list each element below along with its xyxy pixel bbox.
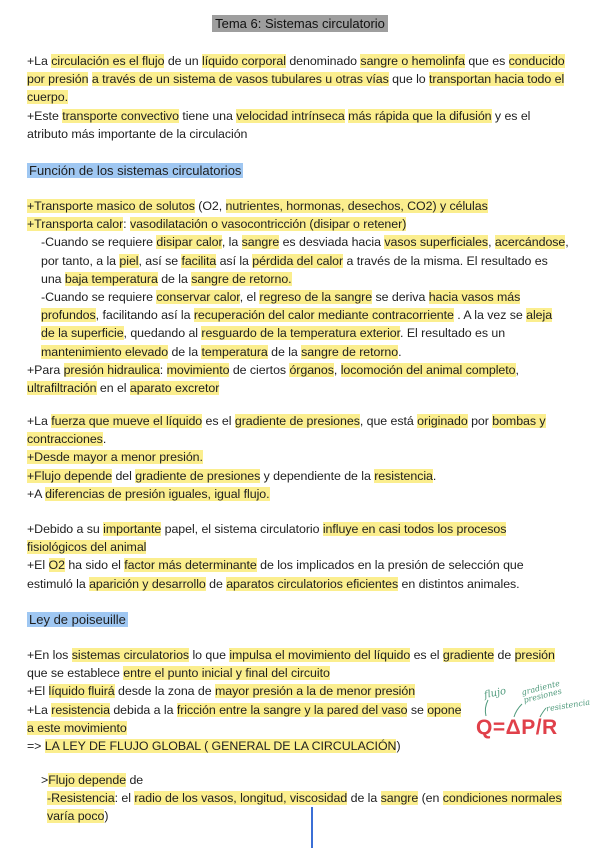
text-run: y dependiente de la bbox=[260, 468, 375, 483]
highlighted-text: transporte convectivo bbox=[62, 108, 179, 123]
text-line bbox=[27, 233, 569, 288]
text-run: > bbox=[41, 773, 49, 787]
highlighted-text: regreso de la sangre bbox=[259, 290, 373, 305]
importance-paragraph bbox=[27, 520, 569, 593]
highlighted-text: a través de un sistema de vasos tubulares u otras vías bbox=[91, 72, 389, 87]
text-line bbox=[27, 107, 569, 143]
highlighted-text: -Resistencia bbox=[47, 791, 115, 806]
text-run: +En los bbox=[27, 648, 72, 662]
text-run: que lo bbox=[388, 72, 430, 87]
highlighted-text: sangre bbox=[241, 235, 280, 250]
highlighted-text: aparición y desarrollo bbox=[89, 576, 206, 591]
text-line bbox=[27, 412, 569, 448]
text-run: y es el atributo más importante de la circulación bbox=[27, 108, 531, 141]
highlighted-text: resistencia bbox=[374, 468, 433, 483]
text-run: +La bbox=[27, 414, 52, 428]
highlighted-text: factor más determinante bbox=[124, 558, 257, 573]
text-run: , así se bbox=[138, 253, 182, 268]
text-run: debida a la bbox=[109, 702, 177, 717]
highlighted-text: pérdida del calor bbox=[252, 253, 344, 268]
highlighted-text: radio de los vasos, longitud, viscosidad bbox=[134, 791, 348, 806]
text-line bbox=[27, 288, 569, 361]
text-run: de los implicados en la presión de selección que estimuló la bbox=[27, 558, 524, 591]
section-heading-funcion: Función de los sistemas circulatorios bbox=[29, 163, 242, 178]
text-run: de bbox=[126, 773, 144, 787]
handwritten-flujo: flujo bbox=[483, 685, 508, 702]
highlighted-text: +Transporta calor bbox=[27, 217, 124, 232]
flow-paragraph bbox=[27, 771, 569, 826]
text-run: del bbox=[112, 468, 136, 483]
text-run: ) bbox=[396, 739, 401, 754]
text-run: de un bbox=[164, 54, 202, 68]
highlighted-text: Flujo depende bbox=[48, 773, 127, 787]
highlighted-text: disipar calor bbox=[156, 235, 222, 250]
highlighted-text: sangre o hemolinfa bbox=[360, 54, 465, 68]
text-run: +El bbox=[27, 558, 49, 573]
text-run: , el bbox=[239, 290, 260, 305]
text-line bbox=[27, 646, 569, 682]
text-line bbox=[27, 52, 569, 107]
text-run: -Cuando se requiere bbox=[41, 290, 157, 305]
page-title: Tema 6: Sistemas circulatorio bbox=[0, 15, 600, 33]
highlighted-text: recuperación del calor mediante contracorriente bbox=[193, 308, 454, 323]
text-run: es desviada hacia bbox=[279, 235, 385, 250]
highlighted-text: +Transporte masico de solutos bbox=[27, 199, 195, 213]
text-line bbox=[27, 448, 569, 466]
text-line bbox=[27, 701, 467, 737]
highlighted-text: nutrientes, hormonas, desechos, CO2) y células bbox=[225, 199, 488, 213]
intro-paragraph bbox=[27, 52, 569, 143]
text-run: que se establece bbox=[27, 666, 124, 681]
text-run: => bbox=[27, 739, 45, 754]
highlighted-text: presión hidraulica bbox=[63, 362, 160, 377]
highlighted-text: órganos bbox=[289, 362, 334, 377]
text-run: denominado bbox=[285, 54, 361, 68]
highlighted-text: gradiente de presiones bbox=[234, 414, 360, 428]
text-run: : bbox=[123, 217, 130, 232]
text-line bbox=[27, 556, 569, 592]
highlighted-text: presión bbox=[514, 648, 555, 662]
highlighted-text: facilita bbox=[181, 253, 217, 268]
highlighted-text: conservar calor bbox=[156, 290, 240, 305]
section-heading-ley: Ley de poiseuille bbox=[29, 612, 126, 627]
text-run: . El resultado es un bbox=[400, 326, 506, 341]
text-run: ) bbox=[104, 809, 109, 824]
text-run: por bbox=[467, 414, 493, 428]
text-run: . bbox=[398, 344, 402, 359]
highlighted-text: fuerza que mueve el líquido bbox=[51, 414, 203, 428]
highlighted-text: ultrafiltración bbox=[27, 381, 97, 396]
text-line bbox=[27, 467, 569, 485]
highlighted-text: impulsa el movimiento del líquido bbox=[229, 648, 411, 662]
highlighted-text: más rápida que la difusión bbox=[348, 108, 492, 123]
text-run: de bbox=[205, 576, 227, 591]
highlighted-text: aleja de la superficie bbox=[41, 308, 553, 341]
text-run: : el bbox=[114, 791, 135, 806]
text-run: . A la vez se bbox=[453, 308, 527, 323]
text-run: es el bbox=[202, 414, 235, 428]
highlighted-text: sangre de retorno bbox=[301, 344, 399, 359]
pen-stroke bbox=[311, 807, 313, 848]
text-line bbox=[27, 520, 569, 556]
highlighted-text: sangre bbox=[380, 791, 419, 806]
text-run: que es bbox=[464, 54, 509, 68]
text-run: . bbox=[102, 432, 107, 447]
pressure-paragraph bbox=[27, 412, 569, 503]
highlighted-text: mantenimiento elevado bbox=[41, 344, 169, 359]
highlighted-text: conducido por presión bbox=[27, 54, 565, 87]
text-run: : bbox=[159, 362, 167, 377]
highlighted-text: opone a este movimiento bbox=[27, 702, 462, 735]
highlighted-text: +Desde mayor a menor presión. bbox=[27, 450, 203, 465]
highlighted-text: líquido fluirá bbox=[48, 684, 115, 699]
text-run: tiene una bbox=[178, 108, 237, 123]
text-run: , que está bbox=[359, 414, 418, 428]
text-run: se deriva bbox=[372, 290, 429, 305]
text-run: +A bbox=[27, 486, 46, 501]
highlighted-text: importante bbox=[103, 522, 162, 536]
text-run: +Para bbox=[27, 362, 64, 377]
text-run: papel, el sistema circulatorio bbox=[161, 522, 323, 536]
highlighted-text: O2 bbox=[48, 558, 65, 573]
highlighted-text: vasodilatación o vasocontricción (disipar o retener) bbox=[129, 217, 407, 232]
highlighted-text: originado bbox=[417, 414, 468, 428]
highlighted-text: piel bbox=[119, 253, 139, 268]
text-run: , por tanto, a la bbox=[41, 235, 569, 268]
highlighted-text: baja temperatura bbox=[64, 271, 158, 286]
text-run: , facilitando así la bbox=[95, 308, 194, 323]
highlighted-text: resistencia bbox=[51, 702, 110, 717]
text-run: en el bbox=[96, 381, 130, 396]
highlighted-text: sistemas circulatorios bbox=[71, 648, 190, 662]
text-run: , bbox=[333, 362, 341, 377]
text-run: de ciertos bbox=[229, 362, 290, 377]
handwritten-resistencia: resistencia bbox=[545, 697, 591, 714]
text-run: (en bbox=[418, 791, 443, 806]
text-run: de la bbox=[267, 344, 302, 359]
text-run: así la bbox=[216, 253, 253, 268]
highlighted-text: locomoción del animal completo bbox=[340, 362, 516, 377]
text-run: , la bbox=[221, 235, 242, 250]
highlighted-text: bombas y contracciones bbox=[27, 414, 546, 447]
text-run: , bbox=[515, 362, 519, 377]
highlighted-text: +Flujo depende bbox=[27, 468, 113, 483]
highlighted-text: aparatos circulatorios eficientes bbox=[226, 576, 399, 591]
highlighted-text: acercándose bbox=[494, 235, 566, 250]
highlighted-text: hacia vasos más profundos bbox=[41, 290, 521, 323]
highlighted-text: resguardo de la temperatura exterior bbox=[201, 326, 401, 341]
text-run: se bbox=[407, 702, 428, 717]
highlighted-text: condiciones normales varía poco bbox=[47, 791, 562, 824]
arrow-flujo bbox=[485, 700, 488, 716]
highlighted-text: velocidad intrínseca bbox=[236, 108, 345, 123]
highlighted-text: gradiente de presiones bbox=[135, 468, 261, 483]
highlighted-text: LA LEY DE FLUJO GLOBAL ( GENERAL DE LA CIRCULACIÓN bbox=[44, 739, 397, 754]
text-run: desde la zona de bbox=[114, 684, 215, 699]
highlighted-text: vasos superficiales bbox=[384, 235, 489, 250]
text-run: de bbox=[494, 648, 515, 662]
text-run: +Este bbox=[27, 108, 63, 123]
text-run: de la bbox=[157, 271, 192, 286]
text-line bbox=[27, 771, 569, 789]
highlighted-text: entre el punto inicial y final del circuito bbox=[123, 666, 330, 681]
text-run: a través de la misma. El resultado es una bbox=[41, 253, 548, 286]
text-run: es el bbox=[410, 648, 443, 662]
text-run: +La bbox=[27, 54, 52, 68]
text-run: en distintos animales. bbox=[398, 576, 520, 591]
text-run: (O2, bbox=[194, 199, 226, 213]
text-line bbox=[27, 361, 569, 397]
highlighted-text: diferencias de presión iguales, igual flujo. bbox=[45, 486, 270, 501]
text-run: +La bbox=[27, 702, 52, 717]
text-line bbox=[27, 215, 569, 233]
highlighted-text: movimiento bbox=[166, 362, 230, 377]
highlighted-text: gradiente bbox=[442, 648, 495, 662]
highlighted-text: aparato excretor bbox=[129, 381, 220, 396]
text-run: . bbox=[432, 468, 437, 483]
functions-paragraph bbox=[27, 197, 569, 397]
text-line bbox=[27, 485, 569, 503]
highlighted-text: temperatura bbox=[201, 344, 268, 359]
text-line bbox=[27, 789, 569, 825]
text-run: de la bbox=[168, 344, 202, 359]
highlighted-text: circulación es el flujo bbox=[51, 54, 165, 68]
text-run: , quedando al bbox=[123, 326, 202, 341]
text-run: de la bbox=[347, 791, 381, 806]
text-run: , bbox=[488, 235, 495, 250]
text-run: -Cuando se requiere bbox=[41, 235, 157, 250]
poiseuille-formula: Q=ΔP/R bbox=[476, 716, 558, 739]
text-run: ha sido el bbox=[64, 558, 125, 573]
handwritten-gradiente: gradiente presiones bbox=[520, 678, 563, 705]
highlighted-text: influye en casi todos los procesos fisiológicos del animal bbox=[27, 522, 507, 555]
text-run: +Debido a su bbox=[27, 522, 104, 536]
text-run: lo que bbox=[189, 648, 230, 662]
highlighted-text: sangre de retorno. bbox=[191, 271, 292, 286]
highlighted-text: mayor presión a la de menor presión bbox=[215, 684, 416, 699]
text-line bbox=[27, 197, 569, 215]
text-run: +El bbox=[27, 684, 49, 699]
highlighted-text: transportan hacia todo el cuerpo. bbox=[27, 72, 565, 105]
highlighted-text: fricción entre la sangre y la pared del vaso bbox=[176, 702, 408, 717]
highlighted-text: líquido corporal bbox=[202, 54, 286, 68]
